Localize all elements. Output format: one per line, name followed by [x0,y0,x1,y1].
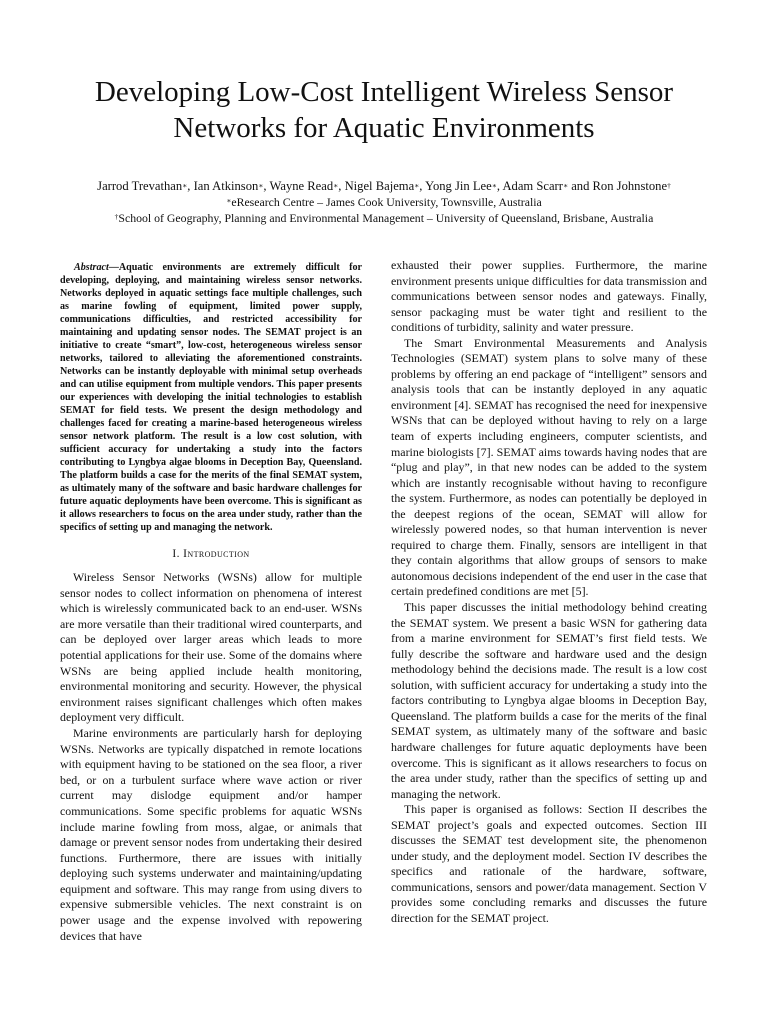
abstract-text: —Aquatic environments are extremely difficult for developing, deploying, and maintaining wireless sensor networks. Networks deployed in aquatic settings face multiple challenges, such as marine fowling of equipment, limited power supply, communications difficulties, and restricted accessibility for maintaining and updating sensor nodes. The SEMAT project is an initiative to create “smart”, low-cost, heterogeneous wireless sensor networks, tailored to alleviating the aforementioned constraints. Networks can be instantly deployable with minimal setup overheads and can utilise equipment from multiple vendors. This paper presents our experiences with developing the initial technologies to establish SEMAT for field tests. We present the design methodology and challenges faced for creating a marine-based heterogeneous wireless sensor network platform. The result is a low cost solution, with sufficient accuracy for undertaking a study into the factors contributing to Lyngbya algae blooms in Deception Bay, Queensland. The platform builds a case for the merits of the final SEMAT system, as ultimately many of the software and basic hardware challenges for future aquatic deployments have been overcome. This is significant as it allows researchers to focus on the area under study, rather than the specifics of setting up and managing the network. [60,262,362,533]
author: Adam Scarr [502,179,563,193]
author-separator: , [338,179,345,193]
author-separator: , [187,179,194,193]
author: Ian Atkinson [193,179,259,193]
section-heading-introduction: I. Introduction [172,548,250,560]
author-list [20,178,748,195]
affiliation-1 [20,194,748,210]
affiliation-text: School of Geography, Planning and Environmental Management – University of Queensland, Brisbane, Australia [118,211,654,225]
affiliation-mark: ∗ [226,196,232,205]
author: Yong Jin Lee [425,179,492,193]
author-mark: ∗ [182,181,188,190]
author-separator: , [263,179,270,193]
paragraph: This paper discusses the initial methodology behind creating the SEMAT system. We present a basic WSN for gathering data from a marine environment for SEMAT’s first field tests. We fully describe the software and hardware used and the design methodology behind the decisions made. The result is a low cost solution, with sufficient accuracy for undertaking a study into the factors contributing to Lyngbya algae blooms in Deception Bay, Queensland. The platform builds a case for the merits of the final SEMAT system, as ultimately many of the software and basic hardware challenges for future aquatic deployments have been overcome. This is significant as it allows researchers to focus on the area under study, rather than the specifics of setting up and managing the network. [391,600,707,801]
author-mark: ∗ [491,181,497,190]
right-column [391,258,707,927]
title-line-2: Networks for Aquatic Environments [173,112,595,144]
abstract [60,261,362,534]
author: Ron Johnstone [592,179,668,193]
author-mark: ∗ [258,181,264,190]
paragraph: exhausted their power supplies. Furthermore, the marine environment presents unique difficulties for data transmission and communications between sensor nodes and gateways. Finally, sensor packaging must be water tight and resilient to the conditions of turbidity, salinity and water pressure. [391,258,707,335]
author-mark: ∗ [562,181,569,190]
paragraph: Wireless Sensor Networks (WSNs) allow for multiple sensor nodes to collect information on phenomena of interest which is wirelessly communicated back to an end-user. WSNs are more versatile than their traditional wired counterparts, and can be deployed over larger areas which leads to more potential applications for their use. Some of the domains where WSNs are being applied include health monitoring, environmental monitoring and security. However, the physical environment raises significant challenges which often makes deployment very difficult. [60,570,362,725]
title-line-1: Developing Low-Cost Intelligent Wireless Sensor [94,76,674,108]
author: Nigel Bajema [344,179,415,193]
author-mark: † [667,181,671,190]
affiliation-mark: † [114,212,119,221]
author-separator: and [568,179,593,193]
paragraph: This paper is organised as follows: Section II describes the SEMAT project’s goals and expected outcomes. Section III discusses the SEMAT test development site, the phenomenon under study, and the deployment model. Section IV describes the specifics and rationale of the hardware, software, communications, sensors and power/data management. Section V provides some concluding remarks and discusses the future direction for the SEMAT project. [391,802,707,925]
author-separator: , [419,179,426,193]
paragraph: Marine environments are particularly harsh for deploying WSNs. Networks are typically dispatched in remote locations with equipment having to be stationed on the sea floor, a river bed, or on a turbulent surface where wave action or river current may dislodge equipment and/or hamper communications. Some specific problems for aquatic WSNs include marine fowling from moss, algae, or animals that damage or prevent sensor nodes from undertaking their desired functions. Furthermore, there are issues with initially deploying such systems underwater and maintaining/updating equipment and software. This may range from using divers to expensive submersible vehicles. The next constraint is on power usage and the expense involved with repowering devices that have [60,725,362,943]
author-mark: ∗ [414,181,420,190]
author-separator: , [496,179,503,193]
left-column [60,261,362,944]
author: Wayne Read [269,179,334,193]
paragraph: The Smart Environmental Measurements and Analysis Technologies (SEMAT) system plans to solve many of these problems by offering an end package of “intelligent” sensors and analysis tools that can be instantly deployed in any aquatic environment [4]. SEMAT has recognised the need for inexpensive WSNs that can be deployed without having to rely on a large team of experts including engineers, computer scientists, and marine biologists [7]. SEMAT aims towards having nodes that are “plug and play”, in that new nodes can be added to the system which are instantly recognisable without having to reconfigure the system. Furthermore, as nodes can potentially be deployed in the deepest regions of the ocean, SEMAT will allow for wirelessly powered nodes, so that human intervention is never required to charge them. Finally, sensors are intelligent in that they contain algorithms that allow groups of sensors to make autonomous decisions independent of the end user in the case that certain predefined conditions are met [5]. [391,335,707,599]
affiliation-text: eResearch Centre – James Cook University, Townsville, Australia [231,195,542,209]
paper-title [40,74,728,146]
affiliation-2 [20,210,748,226]
author: Jarrod Trevathan [97,179,183,193]
abstract-lead: Abstract [74,262,109,273]
author-mark: ∗ [333,181,339,190]
